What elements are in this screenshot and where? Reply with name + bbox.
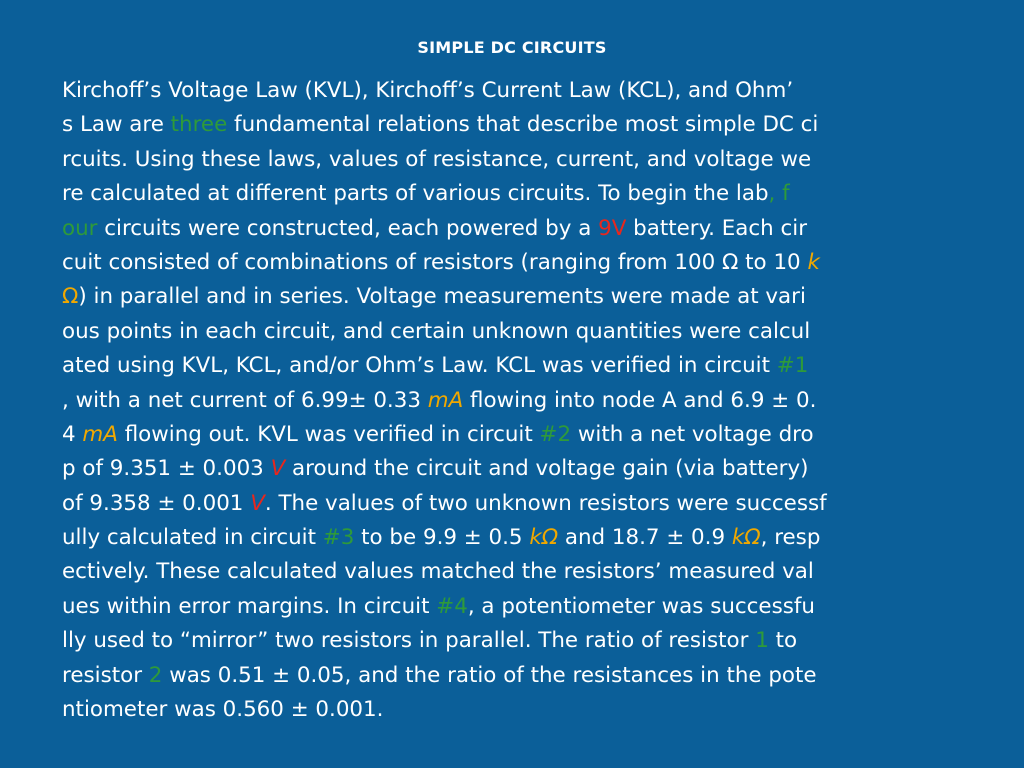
text-line — [62, 555, 962, 589]
text-run: , with a net current of 6.99± 0.33 — [62, 387, 428, 413]
highlighted-text: #3 — [322, 525, 355, 551]
text-line — [62, 659, 962, 693]
text-run: flowing into node A and 6.9 ± 0. — [463, 387, 817, 413]
text-run: circuits were constructed, each powered by a — [97, 215, 599, 241]
text-run: , a potentiometer was successfu — [467, 593, 815, 619]
text-line — [62, 418, 962, 452]
highlighted-text: V — [250, 490, 265, 516]
text-run: ated using KVL, KCL, and/or Ohm’s Law. KCL was verified in circuit — [62, 353, 777, 379]
text-run: s Law are — [62, 112, 171, 138]
highlighted-text: #4 — [436, 593, 468, 619]
text-line — [62, 143, 962, 177]
text-run: to — [768, 628, 798, 654]
text-line — [62, 177, 962, 211]
text-run: . The values of two unknown resistors were successf — [264, 490, 827, 516]
text-line — [62, 487, 962, 521]
text-line — [62, 384, 962, 418]
text-run: battery. Each cir — [626, 215, 808, 241]
highlighted-text: 2 — [148, 662, 163, 688]
text-run: ues within error margins. In circuit — [62, 593, 437, 619]
text-run: and 18.7 ± 0.9 — [558, 525, 732, 551]
text-run: ous points in each circuit, and certain unknown quantities were calcul — [62, 318, 811, 344]
text-run: ully calculated in circuit — [62, 525, 323, 551]
text-run: around the circuit and voltage gain (via battery) — [285, 456, 809, 482]
highlighted-text: mA — [427, 387, 464, 413]
text-line — [62, 452, 962, 486]
text-run: lly used to “mirror” two resistors in parallel. The ratio of resistor — [62, 628, 756, 654]
text-line — [62, 693, 962, 727]
text-run: resistor — [62, 662, 149, 688]
highlighted-text: our — [62, 215, 98, 241]
highlighted-text: 9V — [598, 215, 627, 241]
text-line — [62, 108, 962, 142]
text-run: cuit consisted of combinations of resistors (ranging from 100 Ω to 10 — [62, 249, 808, 275]
text-line — [62, 624, 962, 658]
text-run: to be 9.9 ± 0.5 — [354, 525, 530, 551]
text-line — [62, 590, 962, 624]
text-line — [62, 315, 962, 349]
text-run: , resp — [760, 525, 821, 551]
text-run: fundamental relations that describe most simple DC ci — [227, 112, 819, 138]
text-line — [62, 74, 962, 108]
text-run: was 0.51 ± 0.05, and the ratio of the resistances in the pote — [162, 662, 817, 688]
highlighted-text: three — [170, 112, 228, 138]
highlighted-text: V — [270, 456, 286, 482]
text-run: of 9.358 ± 0.001 — [62, 490, 251, 516]
text-run: flowing out. KVL was verified in circuit — [117, 421, 540, 447]
text-run: rcuits. Using these laws, values of resistance, current, and voltage we — [62, 146, 812, 172]
text-run: ntiometer was 0.560 ± 0.001. — [62, 697, 384, 723]
text-run: ) in parallel and in series. Voltage measurements were made at vari — [78, 284, 806, 310]
abstract-paragraph — [62, 74, 962, 727]
highlighted-text: Ω — [62, 284, 79, 310]
slide-title: SIMPLE DC CIRCUITS — [417, 38, 607, 57]
text-line — [62, 280, 962, 314]
highlighted-text: #2 — [539, 421, 572, 447]
text-run: re calculated at different parts of various circuits. To begin the lab — [62, 181, 769, 207]
text-line — [62, 212, 962, 246]
text-run: p of 9.351 ± 0.003 — [62, 456, 271, 482]
text-run: 4 — [62, 421, 83, 447]
text-line — [62, 349, 962, 383]
text-run: with a net voltage dro — [571, 421, 814, 447]
highlighted-text: k — [807, 249, 820, 275]
text-run: Kirchoff’s Voltage Law (KVL), Kirchoff’s Current Law (KCL), and Ohm’ — [62, 78, 794, 103]
highlighted-text: #1 — [776, 353, 809, 379]
text-line — [62, 246, 962, 280]
highlighted-text: kΩ — [731, 525, 761, 551]
highlighted-text: , f — [768, 181, 790, 207]
highlighted-text: mA — [82, 421, 118, 447]
text-run: ectively. These calculated values matched the resistors’ measured val — [62, 559, 814, 585]
highlighted-text: 1 — [755, 628, 769, 654]
highlighted-text: kΩ — [529, 525, 559, 551]
text-line — [62, 521, 962, 555]
